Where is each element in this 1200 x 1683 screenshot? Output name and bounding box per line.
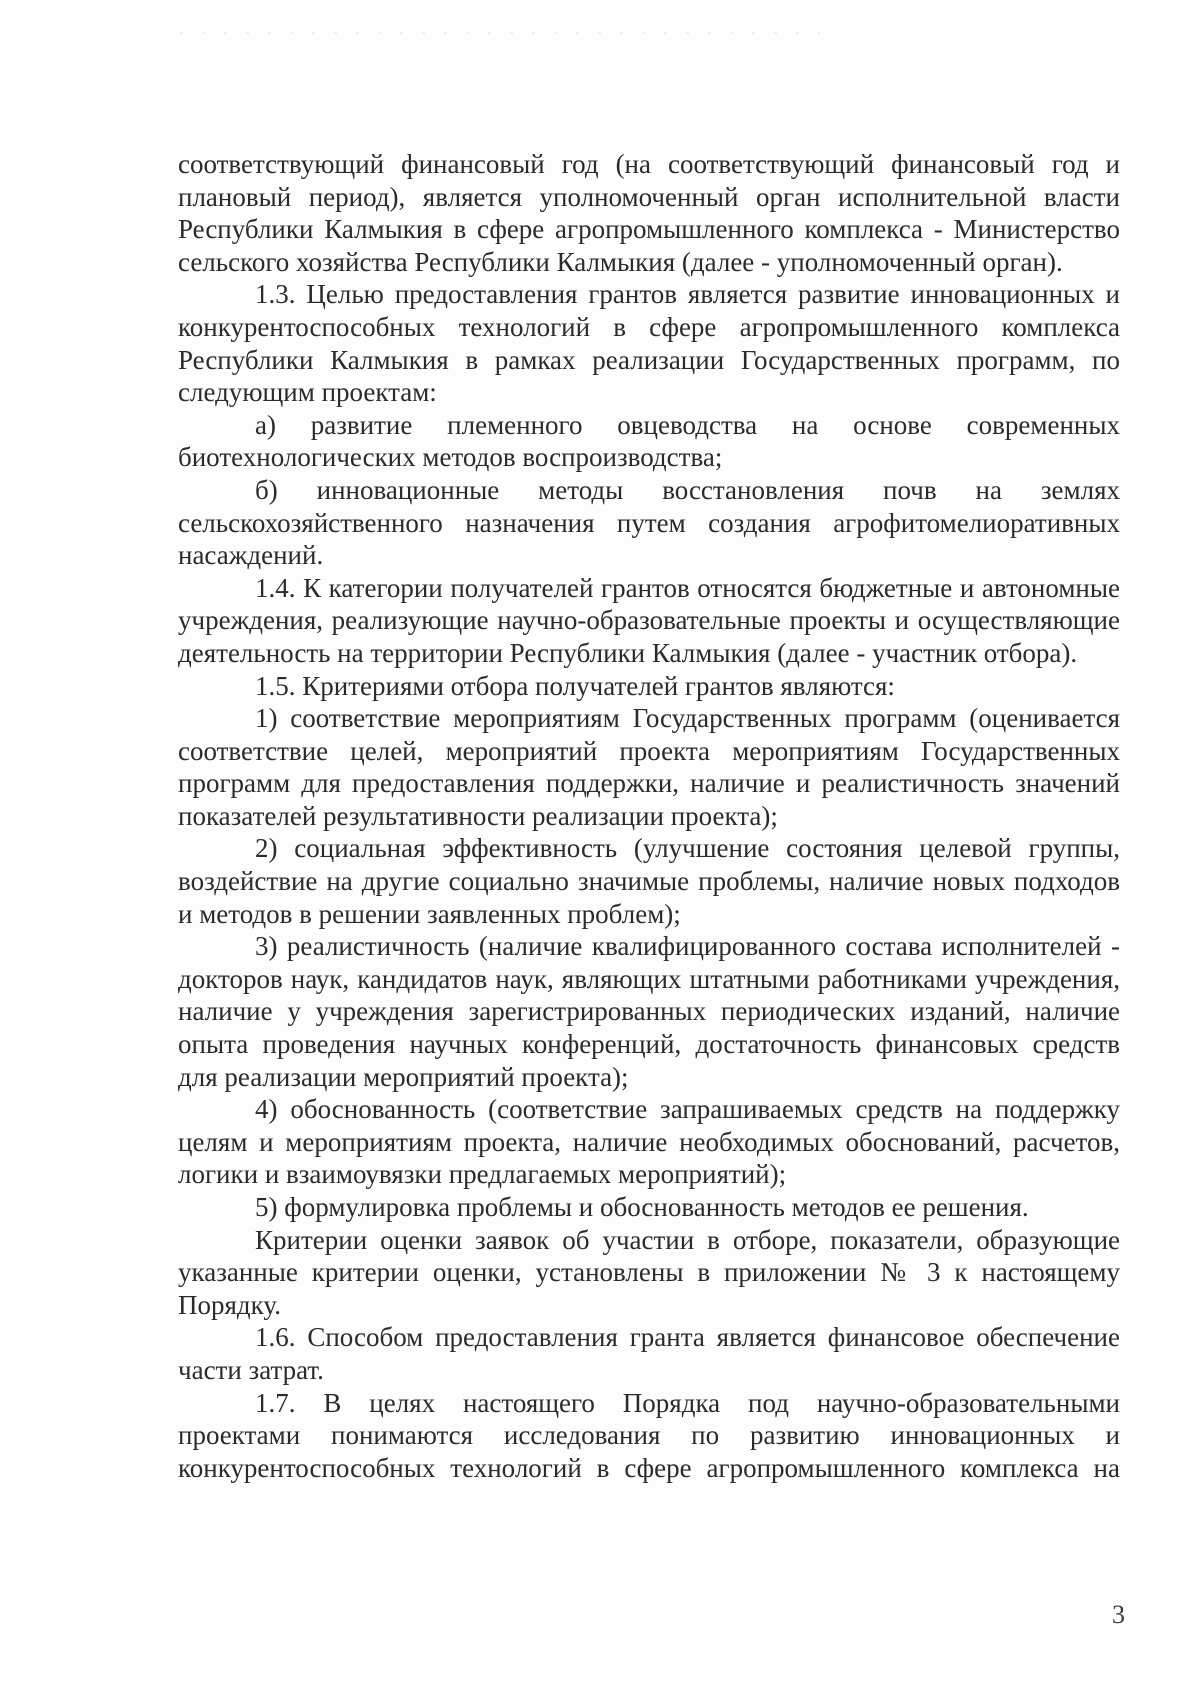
paragraph-1-3: 1.3. Целью предоставления грантов является развитие инновационных и конкурентоспособных технологий в сфере агропромышленного комплекса Республики Калмыкия в рамках реализации Государственных программ, по следующим проектам:	[178, 279, 1120, 408]
paragraph-1-6: 1.6. Способом предоставления гранта является финансовое обеспечение части затрат.	[178, 1322, 1120, 1385]
paragraph-criterion-3: 3) реалистичность (наличие квалифицированного состава исполнителей - докторов наук, кандидатов наук, являющих штатными работниками учреждения, наличие у учреждения зарегистрированных периодических изданий, наличие опыта проведения научных конференций, достаточность финансовых средств для реализации мероприятий проекта);	[178, 931, 1120, 1092]
paragraph-criterion-2: 2) социальная эффективность (улучшение состояния целевой группы, воздействие на другие социально значимые проблемы, наличие новых подходов и методов в решении заявленных проблем);	[178, 833, 1120, 929]
paragraph-1-4: 1.4. К категории получателей грантов относятся бюджетные и автономные учреждения, реализующие научно-образовательные проекты и осуществляющие деятельность на территории Республики Калмыкия (далее - участник отбора).	[178, 572, 1120, 668]
paragraph-evaluation-criteria: Критерии оценки заявок об участии в отборе, показатели, образующие указанные критерии оценки, установлены в приложении № 3 к настоящему Порядку.	[178, 1224, 1120, 1320]
scan-artifact	[180, 32, 820, 34]
paragraph-criterion-4: 4) обоснованность (соответствие запрашиваемых средств на поддержку целям и мероприятиям проекта, наличие необходимых обоснований, расчетов, логики и взаимоувязки предлагаемых мероприятий);	[178, 1094, 1120, 1190]
paragraph-item-a: а) развитие племенного овцеводства на основе современных биотехнологических методов воспроизводства;	[178, 409, 1120, 473]
paragraph-item-b: б) инновационные методы восстановления почв на землях сельскохозяйственного назначения путем создания агрофитомелиоративных насаждений.	[178, 474, 1120, 571]
paragraph-continuation: соответствующий финансовый год (на соответствующий финансовый год и плановый период), является уполномоченный орган исполнительной власти Республики Калмыкия в сфере агропромышленного комплекса - Министерство сельского хозяйства Республики Калмыкия (далее - уполномоченный орган).	[178, 149, 1120, 277]
paragraph-criterion-1: 1) соответствие мероприятиям Государственных программ (оценивается соответствие целей, мероприятий проекта мероприятиям Государственных программ для предоставления поддержки, наличие и реалистичность значений показателей результативности реализации проекта);	[178, 703, 1120, 831]
paragraph-criterion-5: 5) формулировка проблемы и обоснованность методов ее решения.	[255, 1192, 1029, 1222]
document-body	[178, 148, 1120, 1484]
paragraph-1-5: 1.5. Критериями отбора получателей грантов являются:	[255, 670, 895, 701]
paragraph-1-7: 1.7. В целях настоящего Порядка под научно-образовательными проектами понимаются исследования по развитию инновационных и конкурентоспособных технологий в сфере агропромышленного комплекса на	[178, 1387, 1120, 1483]
page-number: 3	[1112, 1600, 1125, 1629]
